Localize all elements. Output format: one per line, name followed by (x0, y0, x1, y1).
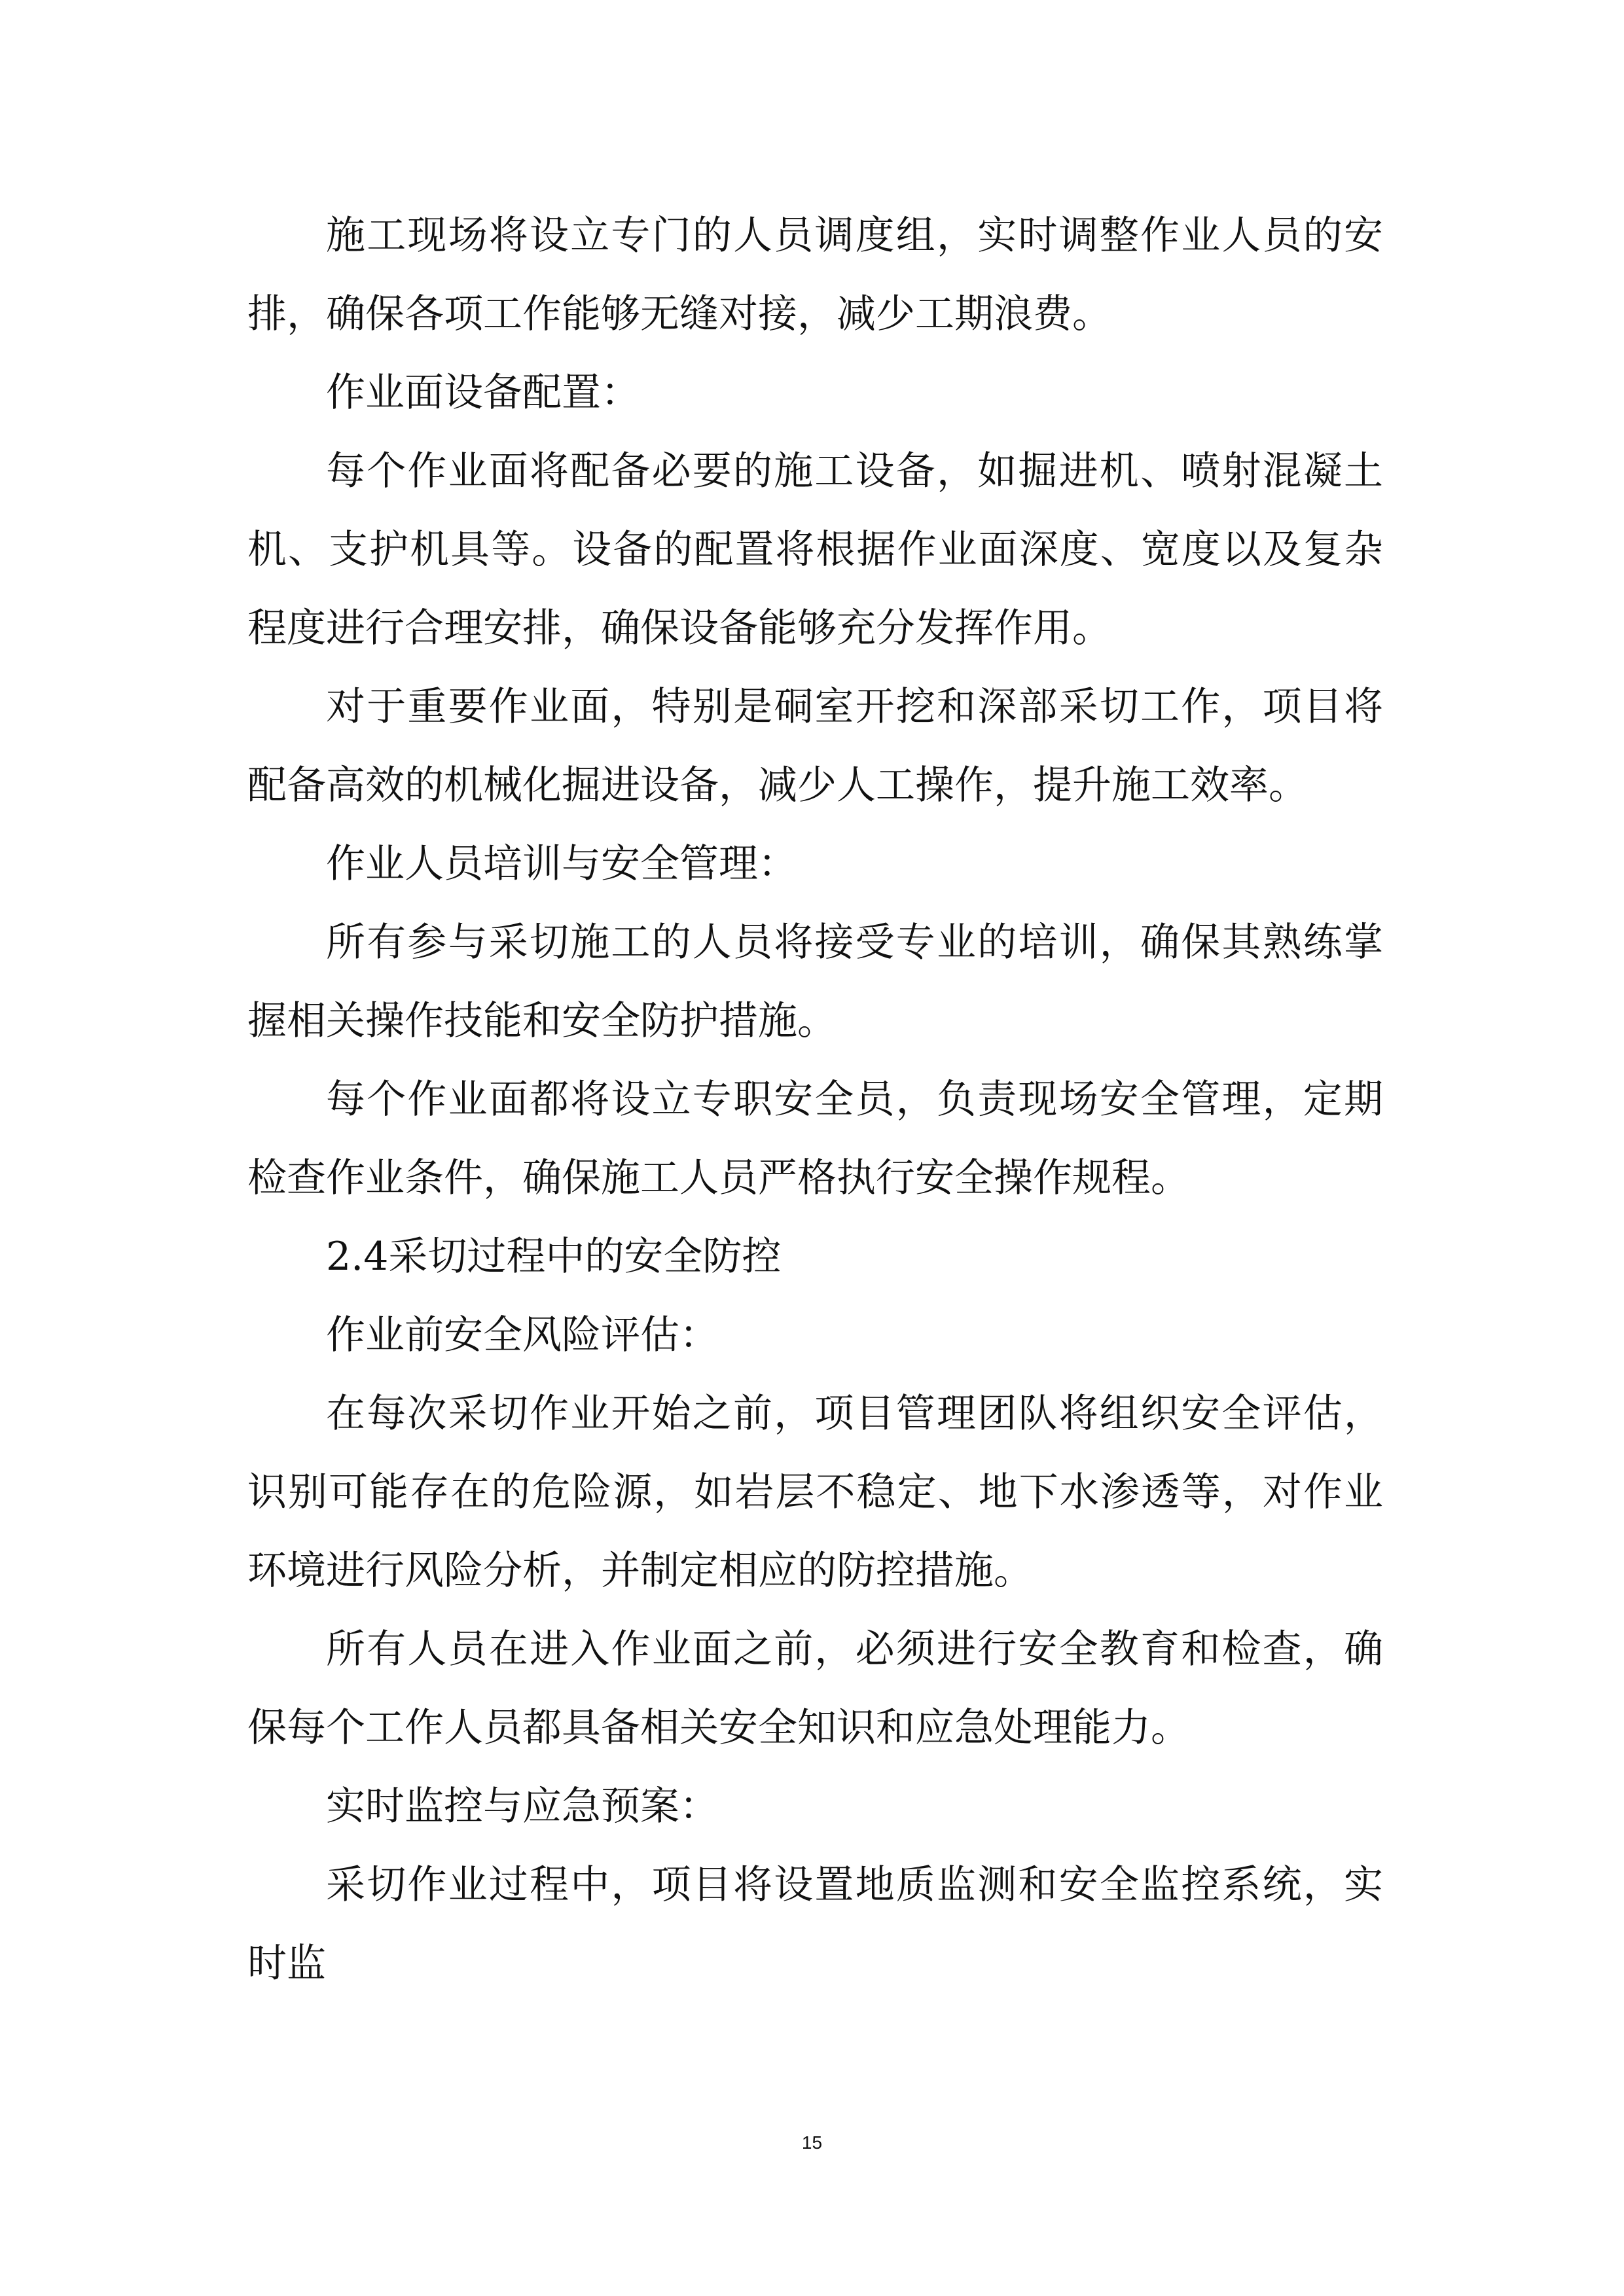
document-body (247, 196, 1383, 2003)
paragraph-staff-dispatch: 施工现场将设立专门的人员调度组，实时调整作业人员的安排，确保各项工作能够无缝对接，减少工期浪费。 (247, 213, 1383, 337)
paragraph-monitoring: 采切作业过程中，项目将设置地质监测和安全监控系统，实时监 (247, 1862, 1383, 1986)
paragraph-safety-officer: 每个作业面都将设立专职安全员，负责现场安全管理，定期检查作业条件，确保施工人员严格执行安全操作规程。 (247, 1077, 1383, 1201)
paragraph-safety-education: 所有人员在进入作业面之前，必须进行安全教育和检查，确保每个工作人员都具备相关安全知识和应急处理能力。 (247, 1626, 1383, 1751)
paragraph-risk-assessment: 在每次采切作业开始之前，项目管理团队将组织安全评估，识别可能存在的危险源，如岩层不稳定、地下水渗透等，对作业环境进行风险分析，并制定相应的防控措施。 (247, 1391, 1383, 1594)
paragraph-training: 所有参与采切施工的人员将接受专业的培训，确保其熟练掌握相关操作技能和安全防护措施。 (247, 920, 1383, 1044)
subheading-training-safety: 作业人员培训与安全管理： (326, 841, 797, 887)
page-number: 15 (801, 2132, 823, 2153)
subheading-monitoring-emergency: 实时监控与应急预案： (326, 1784, 719, 1829)
paragraph-equipment-allocation: 每个作业面将配备必要的施工设备，如掘进机、喷射混凝土机、支护机具等。设备的配置将根据作业面深度、宽度以及复杂程度进行合理安排，确保设备能够充分发挥作用。 (247, 448, 1383, 651)
section-heading-2-4: 2.4采切过程中的安全防控 (326, 1234, 782, 1280)
paragraph-mechanized-equipment: 对于重要作业面，特别是硐室开挖和深部采切工作，项目将配备高效的机械化掘进设备，减少人工操作，提升施工效率。 (247, 684, 1383, 808)
subheading-equipment-config: 作业面设备配置： (326, 370, 640, 416)
subheading-risk-assessment: 作业前安全风险评估： (326, 1312, 719, 1358)
